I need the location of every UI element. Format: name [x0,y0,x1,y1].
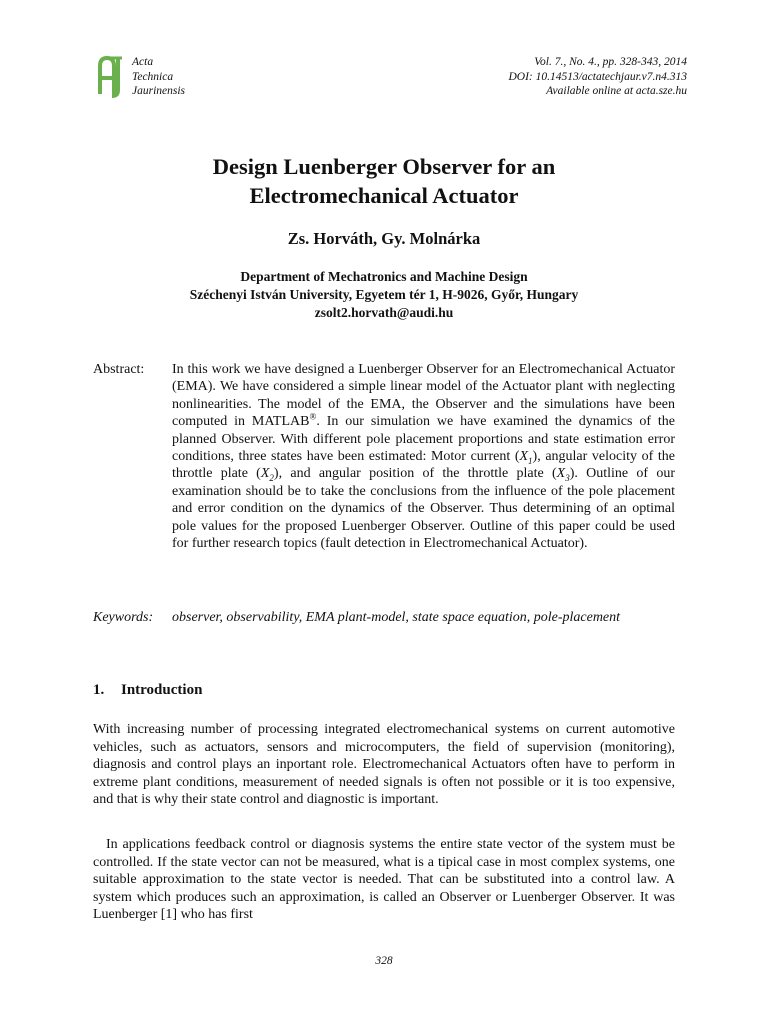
section-title: Introduction [121,682,203,698]
abstract-text-part: ), and angular position of the throttle plate ( [273,466,557,482]
university-address: Széchenyi István University, Egyetem tér 1, H-9026, Győr, Hungary [189,287,579,302]
availability: Available online at acta.sze.hu [546,85,687,97]
authors: Zs. Horváth, Gy. Molnárka [287,229,481,248]
abstract-text [172,361,675,552]
body-paragraph: With increasing number of processing integrated electromechanical systems on current automotive vehicles, such as actuators, sensors and microcomputers, the field of supervision (monitoring), diagnosis and control plays an inportant role. Electromechanical Actuators often have to perform in extreme plant conditions, measurement of needed signals is often not possible or it is too expensive, and that is why their state control and diagnostic is important. [93,722,675,808]
body-paragraph: In applications feedback control or diagnosis systems the entire state vector of the system must be controlled. If the state vector can not be measured, what is a tipical case in most complex systems, one suitable approximation to the state vector is needed. That can be substituted into a control law. A system which produces such an approximation, is called an Observer or Luenberger Observer. It was Luenberger [1] who has first [93,837,675,923]
keywords-text: observer, observability, EMA plant-model, state space equation, pole-placement [172,610,621,625]
keywords-label: Keywords: [93,610,154,625]
section-heading [93,681,202,699]
journal-name-line: Jaurinensis [132,85,186,97]
state-symbol: $X_1$ [519,449,533,466]
abstract-text-part: ), angular velocity of the throttle plate ( [172,449,675,482]
abstract-text-part: In this work we have designed a Luenberger Observer for an Electromechanical Actuator (EMA). We have considered a simple linear model of the Actuator plant with neglecting nonlinearities. The model of the EMA, the Observer and the simulations have been computed in MATLAB [172,362,675,430]
abstract-text-part: . In our simulation we have examined the dynamics of the planned Observer. With different pole placement proportions and state estimation error conditions, three states have been estimated: Motor current ( [172,414,675,465]
title-line: Electromechanical Actuator [249,183,519,208]
state-symbol: $X_3$ [556,466,570,484]
section-number: 1. [93,682,105,698]
publication-meta [508,55,687,99]
registered-mark: ® [309,411,317,422]
affiliation [0,268,768,322]
state-symbol: $X_2$ [260,466,274,484]
page-number: 328 [375,955,393,967]
doi: DOI: 10.14513/actatechjaur.v7.n4.313 [508,70,687,83]
journal-name [132,55,185,99]
department: Department of Mechatronics and Machine Design [240,269,528,284]
abstract-text-part: ). Outline of our examination should be to take the conclusions from the influence of the pole placement and error condition on the dynamics of the Observer. Thus determining of an optimal pole values for the proposed Luenberger Observer. Outline of this paper could be used for further research topics (fault detection in Electromechanical Actuator). [172,466,675,552]
journal-name-line: Technica [132,70,174,83]
author-email: zsolt2.horvath@audi.hu [314,305,454,320]
abstract-label: Abstract: [93,362,145,377]
journal-name-line: Acta [132,56,154,68]
journal-logo-icon [96,54,122,98]
volume-info: Vol. 7., No. 4., pp. 328-343, 2014 [534,56,687,68]
paper-title [0,152,768,210]
title-line: Design Luenberger Observer for an [212,154,556,179]
